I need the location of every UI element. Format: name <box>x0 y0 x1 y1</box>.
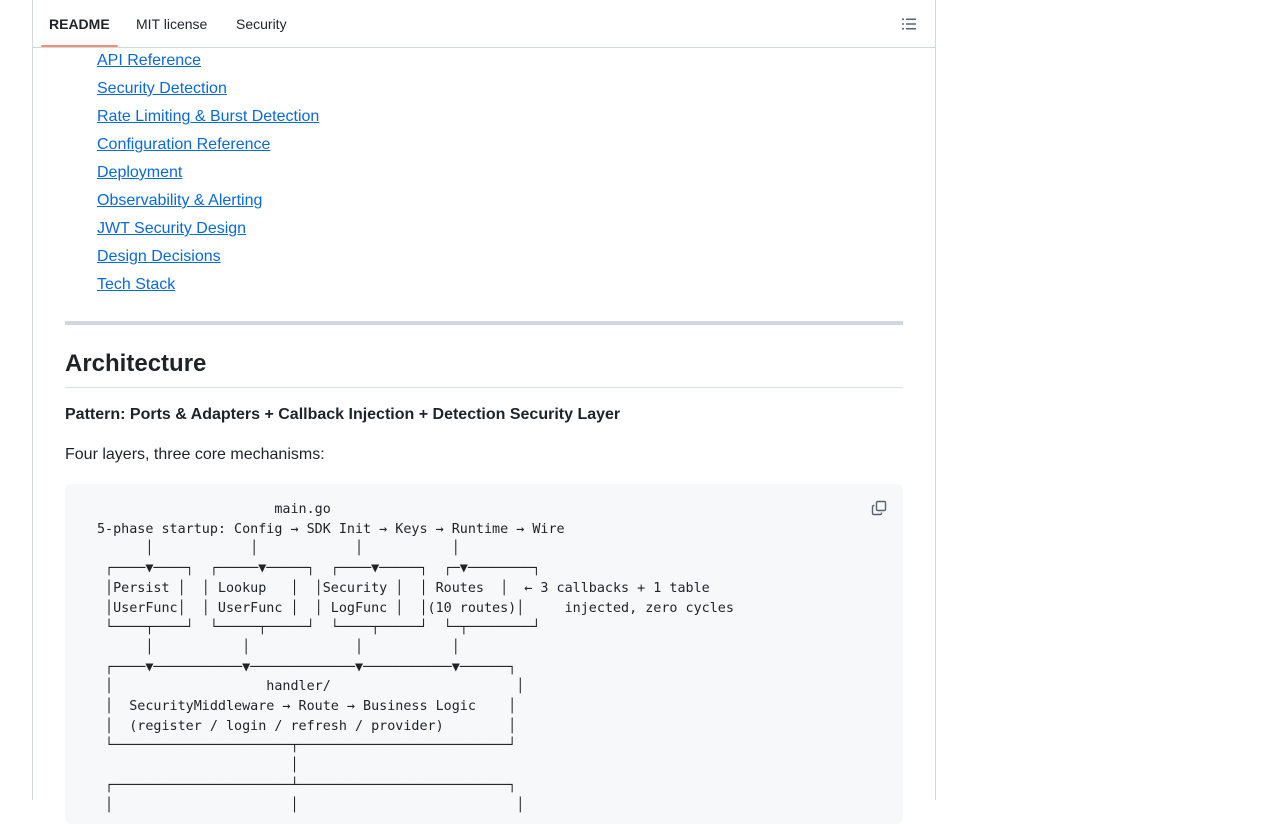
toc-link-rate-limiting[interactable]: Rate Limiting & Burst Detection <box>97 108 320 125</box>
toc-link-observability[interactable]: Observability & Alerting <box>97 192 263 209</box>
tab-readme[interactable]: README <box>49 16 110 32</box>
pattern-statement: Pattern: Ports & Adapters + Callback Injection + Detection Security Layer <box>65 406 621 423</box>
toc-link-configuration-reference[interactable]: Configuration Reference <box>97 136 271 153</box>
code-block <box>65 484 903 824</box>
toc-link-jwt-security-design[interactable]: JWT Security Design <box>97 220 247 237</box>
readme-tab-bar <box>33 0 935 48</box>
toc-link-deployment[interactable]: Deployment <box>97 164 183 181</box>
toc-item <box>33 219 733 239</box>
toc-item <box>33 79 733 99</box>
tab-mit-license[interactable]: MIT license <box>136 16 208 32</box>
toc-item <box>33 247 733 267</box>
toc-item <box>33 107 733 127</box>
toc-item <box>33 191 733 211</box>
toc-link-security-detection[interactable]: Security Detection <box>97 80 227 97</box>
heading-divider <box>65 387 903 388</box>
tab-security[interactable]: Security <box>236 16 287 32</box>
copy-icon <box>871 500 887 516</box>
toc-link-design-decisions[interactable]: Design Decisions <box>97 248 221 265</box>
architecture-diagram-code: main.go 5-phase startup: Config → SDK Init → Keys → Runtime → Wire │ │ │ │ ┌────▼────┐ ┌─────▼─────┐ ┌────▼─────┐ ┌─▼────────┐ │Persist │ │ Lookup │ │Security │ │ Routes │ ← 3 callbacks + 1 table │UserFunc│ │ UserFunc │ │ LogFunc │ │(10 routes)│ injected, zero cycles └────┬────┘ └─────┬─────┘ └────┬─────┘ └─┬────────┘ │ │ │ │ ┌────▼───────────▼─────────────▼───────────▼──────┐ │ handler/ │ │ SecurityMiddleware → Route → Business Logic │ │ (register / login / refresh / provider) │ └──────────────────────┬──────────────────────────┘ │ ┌──────────────────────┴──────────────────────────┐ │ │ │ <box>97 502 734 813</box>
active-tab-indicator <box>41 45 118 47</box>
copy-button[interactable] <box>865 494 893 522</box>
architecture-heading: Architecture <box>65 350 207 377</box>
list-unordered-icon <box>901 16 917 32</box>
toc-item <box>33 51 733 71</box>
intro-paragraph: Four layers, three core mechanisms: <box>65 446 325 463</box>
outline-button[interactable] <box>893 8 925 40</box>
toc-link-api-reference[interactable]: API Reference <box>97 52 202 69</box>
toc-link-tech-stack[interactable]: Tech Stack <box>97 276 176 293</box>
toc-item <box>33 135 733 155</box>
toc-item <box>33 163 733 183</box>
toc-item <box>33 275 733 295</box>
readme-panel <box>32 0 936 813</box>
horizontal-rule <box>65 321 903 325</box>
